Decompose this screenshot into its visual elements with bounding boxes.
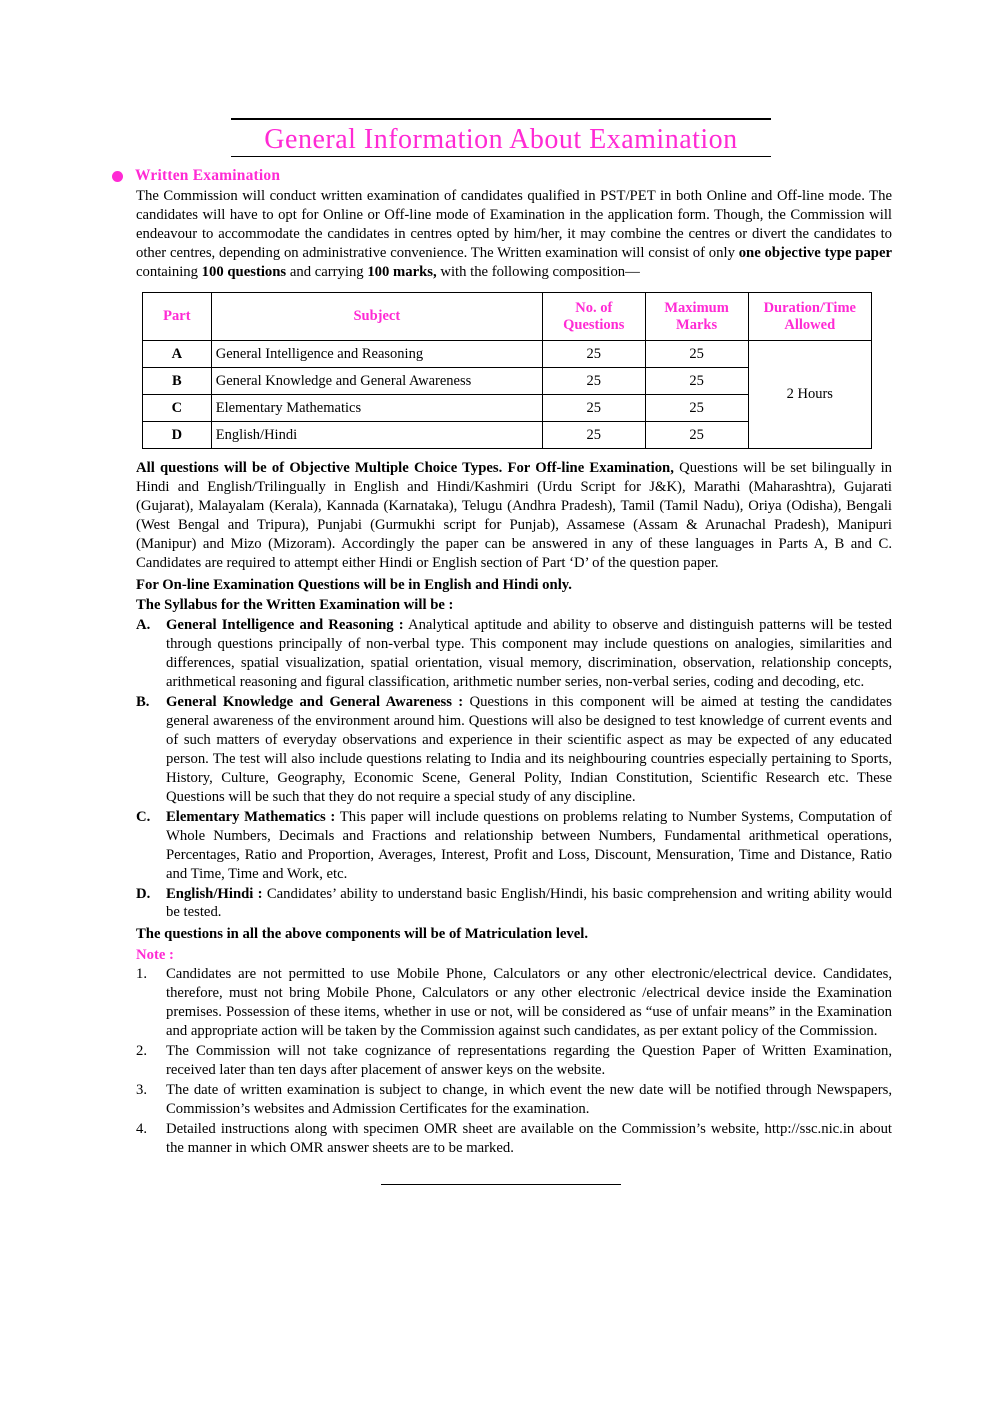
exam-composition-table	[142, 292, 872, 449]
list-item-marker: 3.	[136, 1082, 148, 1099]
list-item	[136, 616, 892, 692]
list-item-marker: A.	[136, 617, 151, 634]
cell-marks: 25	[645, 422, 748, 449]
cell-part: A	[143, 341, 212, 368]
cell-questions: 25	[542, 395, 645, 422]
list-item-marker: 1.	[136, 966, 148, 983]
cell-part: D	[143, 422, 212, 449]
note-list	[136, 965, 892, 1158]
cell-part: C	[143, 395, 212, 422]
cell-subject: English/Hindi	[211, 422, 542, 449]
cell-subject: General Intelligence and Reasoning	[211, 341, 542, 368]
list-item-text: Analytical aptitude and ability to observe and distinguish patterns will be tested through questions principally of non-verbal type. This component may include questions on analogies, similarities and differences, spatial visualization, spatial orientation, visual memory, discrimination, observation, relationship concepts, arithmetical reasoning and figural classification, arithmetic number series, non-verbal series, coding and decoding, etc.	[166, 617, 893, 691]
column-header-duration: Duration/Time Allowed	[748, 293, 871, 341]
list-item-lead: General Intelligence and Reasoning :	[166, 617, 404, 634]
title-block	[231, 118, 771, 157]
list-item	[136, 1081, 892, 1119]
list-item-text: This paper will include questions on problems relating to Number Systems, Computation of Whole Numbers, Decimals and Fractions and relationship between Numbers, Fundamental arithmetical operations, Percentages, Ratio and Proportion, Averages, Interest, Profit and Loss, Discount, Mensuration, Time and Distance, Ratio and Time, Time and Work, etc.	[166, 808, 892, 882]
list-item-lead: Elementary Mathematics :	[166, 808, 336, 825]
table-head	[143, 293, 872, 341]
list-item-body	[166, 693, 892, 807]
objective-types-block	[136, 459, 892, 573]
list-item-lead: English/Hindi :	[166, 885, 263, 902]
column-header-part: Part	[143, 293, 212, 341]
cell-questions: 25	[542, 341, 645, 368]
list-item-body	[166, 885, 892, 923]
cell-subject: General Knowledge and General Awareness	[211, 368, 542, 395]
title-top-rule	[231, 118, 771, 120]
title-bottom-rule	[231, 156, 771, 157]
list-item-lead: General Knowledge and General Awareness :	[166, 694, 464, 710]
table-header-row	[143, 293, 872, 341]
column-header-marks: Maximum Marks	[645, 293, 748, 341]
list-item-text: The Commission will not take cognizance of representations regarding the Question Paper of Written Examination, received later than ten days after placement of answer keys on the website.	[166, 1043, 892, 1079]
page-title: General Information About Examination	[264, 124, 738, 155]
table-body	[143, 341, 872, 449]
list-item	[136, 1120, 892, 1158]
bullet-icon	[112, 171, 123, 182]
cell-questions: 25	[542, 368, 645, 395]
cell-duration: 2 Hours	[748, 341, 871, 449]
syllabus-heading: The Syllabus for the Written Examination will be :	[136, 597, 454, 614]
list-item-text: Candidates’ ability to understand basic English/Hindi, his basic comprehension and writing ability would be tested.	[166, 885, 892, 921]
list-item-text: Questions in this component will be aimed at testing the candidates general awareness of the environment around him. Questions will also be designed to test knowledge of current events and of such matters of everyday observations and experience in their scientific aspect as may be expected of any educated person. The test will also include questions relating to India and its neighbouring countries especially pertaining to Sports, History, Culture, Geography, Economic Scene, General Polity, Indian Constitution, Scientific Research etc. These Questions will be such that they do not require a special study of any discipline.	[166, 694, 892, 805]
cell-subject: Elementary Mathematics	[211, 395, 542, 422]
list-item	[136, 1042, 892, 1080]
footer-rule	[381, 1184, 621, 1185]
list-item-marker: C.	[136, 808, 151, 825]
list-item-marker: 2.	[136, 1043, 148, 1060]
list-item-marker: 4.	[136, 1121, 148, 1138]
list-item-body	[166, 808, 892, 884]
column-header-subject: Subject	[211, 293, 542, 341]
list-item-text: Candidates are not permitted to use Mobile Phone, Calculators or any other electronic/electrical device. Candidates, therefore, must not bring Mobile Phone, Calculators or any other electronic /electrical device inside the Examination premises. Possession of these items, whether in use or not, will be considered as “use of unfair means” in the Examination and appropriate action will be taken by the Commission against such candidates, as per extant policy of the Commission.	[166, 966, 892, 1040]
list-item-body	[166, 616, 892, 692]
list-item	[136, 965, 892, 1041]
cell-marks: 25	[645, 368, 748, 395]
cell-questions: 25	[542, 422, 645, 449]
section-heading-written-examination	[110, 167, 892, 185]
cell-part: B	[143, 368, 212, 395]
written-exam-body	[136, 187, 892, 282]
list-item-text: Detailed instructions along with specimen OMR sheet are available on the Commission’s website, http://ssc.nic.in about the manner in which OMR answer sheets are to be marked.	[166, 1121, 892, 1157]
list-item	[136, 808, 892, 884]
list-item-text: The date of written examination is subject to change, in which event the new date will be notified through Newspapers, Commission’s websites and Admission Certificates for the examination.	[166, 1082, 892, 1118]
online-exam-note: For On-line Examination Questions will be in English and Hindi only.	[136, 577, 572, 594]
cell-marks: 25	[645, 341, 748, 368]
list-item-marker: D.	[136, 885, 151, 902]
objective-types-paragraph: All questions will be of Objective Multiple Choice Types. For Off-line Examination, Questions will be set bilingually in Hindi and English/Trilingually in English and Hindi/Kashmiri (Urdu Script for J&K), Marathi (Maharashtra), Gujarati (Gujarat), Malayalam (Kerala), Kannada (Karnataka), Telugu (Andhra Pradesh), Tamil (Tamil Nadu), Oriya (Odisha), Bengali (West Bengal and Tripura), Punjabi (Gurmukhi script for Punjab), Assamese (Assam & Arunachal Pradesh), Manipuri (Manipur) and Mizo (Mizoram). Accordingly the paper can be answered in any of these languages in Parts A, B and C. Candidates are required to attempt either Hindi or English section of Part ‘D’ of the question paper.	[136, 460, 893, 572]
column-header-questions: No. of Questions	[542, 293, 645, 341]
table-row	[143, 341, 872, 368]
list-item	[136, 885, 892, 923]
note-heading: Note :	[136, 947, 174, 964]
cell-marks: 25	[645, 395, 748, 422]
written-exam-intro: The Commission will conduct written examination of candidates qualified in PST/PET in both Online and Off-line mode. The candidates will have to opt for Online or Off-line mode of Examination in the application form. Though, the Commission will endeavour to accommodate the candidates in centres opted by him/her, it may combine the centres or divert the candidates to other centres, depending on administrative convenience. The Written examination will consist of only one objective type paper containing 100 questions and carrying 100 marks, with the following composition—	[136, 188, 892, 281]
syllabus-list	[136, 616, 892, 922]
matriculation-level-note: The questions in all the above components will be of Matriculation level.	[136, 926, 589, 943]
list-item	[136, 693, 892, 807]
list-item-marker: B.	[136, 694, 150, 710]
section-heading-label: Written Examination	[135, 167, 281, 185]
